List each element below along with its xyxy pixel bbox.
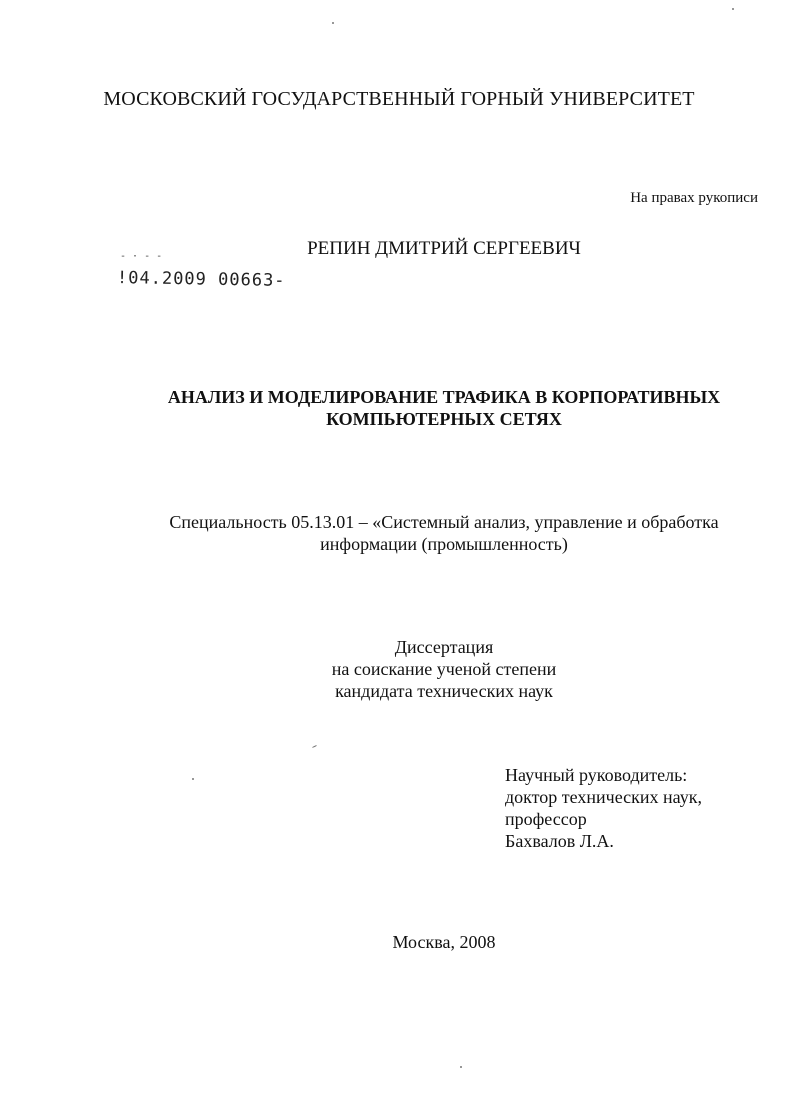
dissertation-degree-block — [0, 636, 798, 702]
specialty-line-2: информации (промышленность) — [320, 534, 568, 554]
supervisor-line-2: доктор технических наук, — [505, 787, 702, 807]
city-year: Москва, 2008 — [392, 932, 496, 952]
scan-speck — [332, 22, 334, 24]
title-line-1: АНАЛИЗ И МОДЕЛИРОВАНИЕ ТРАФИКА В КОРПОРАТИВНЫХ — [167, 387, 721, 407]
supervisor-line-3: профессор — [505, 809, 587, 829]
university-name: МОСКОВСКИЙ ГОСУДАРСТВЕННЫЙ ГОРНЫЙ УНИВЕРСИТЕТ — [103, 88, 695, 110]
scan-speck — [192, 778, 194, 780]
scan-speck — [460, 1066, 462, 1068]
dissertation-line-3: кандидата технических наук — [335, 681, 553, 701]
supervisor-block — [505, 764, 702, 852]
archive-stamp-number: !04.2009 00663- — [116, 268, 286, 291]
stamp-marks: - · - - — [120, 251, 163, 262]
specialty-line-1: Специальность 05.13.01 – «Системный анализ, управление и обработка — [169, 512, 719, 532]
author-name: РЕПИН ДМИТРИЙ СЕРГЕЕВИЧ — [307, 238, 581, 259]
scan-speck — [312, 745, 317, 748]
manuscript-rights-note: На правах рукописи — [630, 190, 758, 206]
dissertation-line-1: Диссертация — [394, 637, 494, 657]
dissertation-line-2: на соискание ученой степени — [331, 659, 557, 679]
specialty-block — [0, 511, 798, 555]
supervisor-line-4: Бахвалов Л.А. — [505, 831, 614, 851]
title-line-2: КОМПЬЮТЕРНЫХ СЕТЯХ — [326, 409, 562, 429]
dissertation-title — [0, 386, 798, 430]
scan-speck — [732, 8, 734, 10]
supervisor-line-1: Научный руководитель: — [505, 765, 688, 785]
